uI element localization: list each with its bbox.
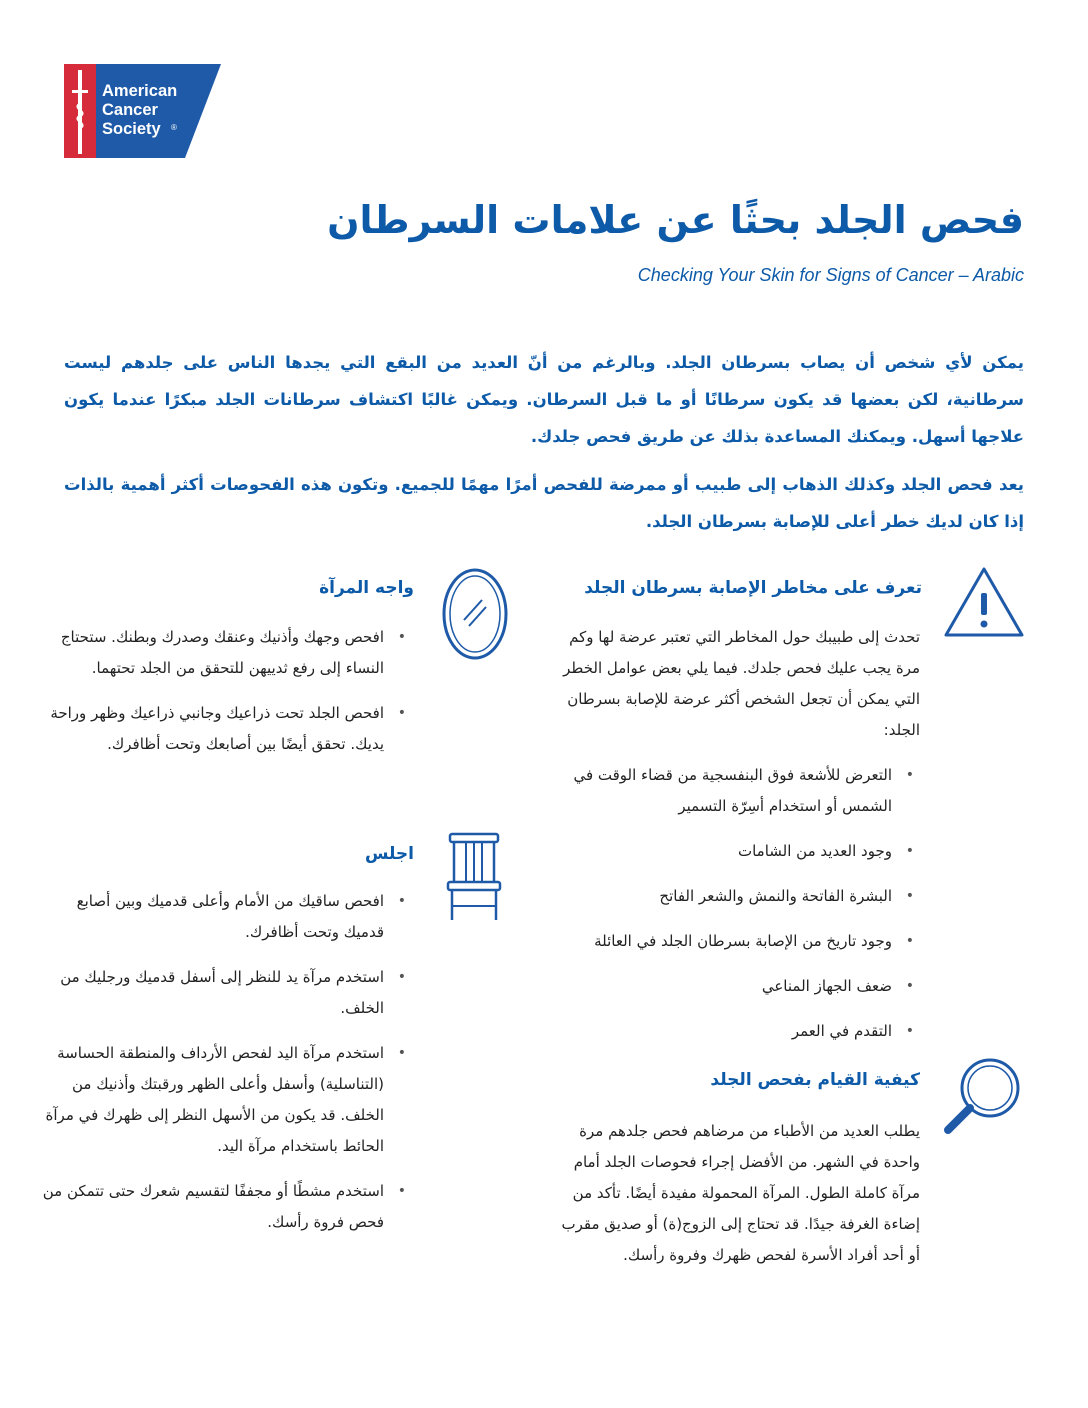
intro-paragraph-1: يمكن لأي شخص أن يصاب بسرطان الجلد. وبالرغم من أنّ العديد من البقع التي يجدها الناس على جلدهم ليست سرطانية، لكن بعضها قد يكون سرطانًا أو ما قبل السرطان. ويمكن غالبًا اكتشاف سرطانات الجلد مبكرًا عندما يكون علاجها أسهل. ويمكنك المساعدة بذلك عن طريق فحص جلدك.: [64, 353, 1024, 446]
logo-line2: Cancer: [102, 101, 158, 119]
mirror-step-list: [38, 622, 412, 774]
list-item: • ضعف الجهاز المناعي: [520, 971, 892, 1002]
warning-triangle-icon: [940, 563, 1028, 647]
list-item: • التقدم في العمر: [520, 1016, 892, 1047]
chair-icon: [446, 830, 502, 928]
list-item: • التعرض للأشعة فوق البنفسجية من قضاء الوقت في الشمس أو استخدام أسِرّة التسمير: [520, 760, 892, 822]
acs-logo: [64, 64, 221, 158]
list-item: • وجود تاريخ من الإصابة بسرطان الجلد في العائلة: [520, 926, 892, 957]
risk-body: تحدث إلى طبيبك حول المخاطر التي تعتبر عرضة لها وكم مرة يجب عليك فحص جلدك. فيما يلي بعض عوامل الخطر التي يمكن أن تجعل الشخص أكثر عرضة للإصابة بسرطان الجلد:: [563, 628, 920, 739]
how-body: يطلب العديد من الأطباء من مرضاهم فحص جلدهم مرة واحدة في الشهر. من الأفضل إجراء فحوصات الجلد أمام مرآة كاملة الطول. المرآة المحمولة مفيدة أيضًا. تأكد من إضاءة الغرفة جيدًا. قد تحتاج إلى الزوج(ة) أو صديق مقرب أو أحد أفراد الأسرة لفحص ظهرك وفروة رأسك.: [561, 1122, 920, 1264]
list-item: • استخدم مرآة يد للنظر إلى أسفل قدميك ورجليك من الخلف.: [38, 962, 384, 1024]
magnifier-icon: [938, 1050, 1030, 1146]
risk-factor-list: [520, 760, 920, 1061]
list-item: • وجود العديد من الشامات: [520, 836, 892, 867]
risk-heading: تعرف على مخاطر الإصابة بسرطان الجلد: [584, 578, 922, 598]
list-item: • افحص وجهك وأذنيك وعنقك وصدرك وبطنك. ستحتاج النساء إلى رفع ثدييهن للتحقق من الجلد تحتهما.: [38, 622, 384, 684]
logo-line3: Society: [102, 120, 161, 138]
mirror-icon: [440, 566, 510, 666]
logo-line1: American: [102, 82, 178, 100]
list-item: • استخدم مرآة اليد لفحص الأرداف والمنطقة الحساسة (التناسلية) وأسفل وأعلى الظهر ورقبتك وأذنيك من الخلف. قد يكون من الأسهل النظر إلى ظهرك في مرآة الحائط باستخدام مرآة اليد.: [38, 1038, 384, 1162]
list-item: • استخدم مشطًا أو مجففًا لتقسيم شعرك حتى تتمكن من فحص فروة رأسك.: [38, 1176, 384, 1238]
page-title: فحص الجلد بحثًا عن علامات السرطان: [327, 198, 1024, 242]
sit-step-list: [38, 886, 412, 1252]
list-item: • افحص ساقيك من الأمام وأعلى قدميك وبين أصابع قدميك وتحت أظافرك.: [38, 886, 384, 948]
logo-registered-mark: ®: [171, 123, 177, 132]
sit-heading: اجلس: [364, 844, 414, 864]
list-item: • افحص الجلد تحت ذراعيك وجانبي ذراعيك وظهر وراحة يديك. تحقق أيضًا بين أصابعك وتحت أظافرك.: [38, 698, 384, 760]
how-heading: كيفية القيام بفحص الجلد: [710, 1070, 920, 1090]
intro-paragraph-2: يعد فحص الجلد وكذلك الذهاب إلى طبيب أو ممرضة للفحص أمرًا مهمًا للجميع. وتكون هذه الفحوصات أكثر أهمية بالذات إذا كان لديك خطر أعلى للإصابة بسرطان الجلد.: [64, 475, 1024, 531]
list-item: • البشرة الفاتحة والنمش والشعر الفاتح: [520, 881, 892, 912]
page-subtitle: Checking Your Skin for Signs of Cancer – Arabic: [637, 265, 1024, 285]
mirror-heading: واجه المرآة: [319, 578, 414, 598]
